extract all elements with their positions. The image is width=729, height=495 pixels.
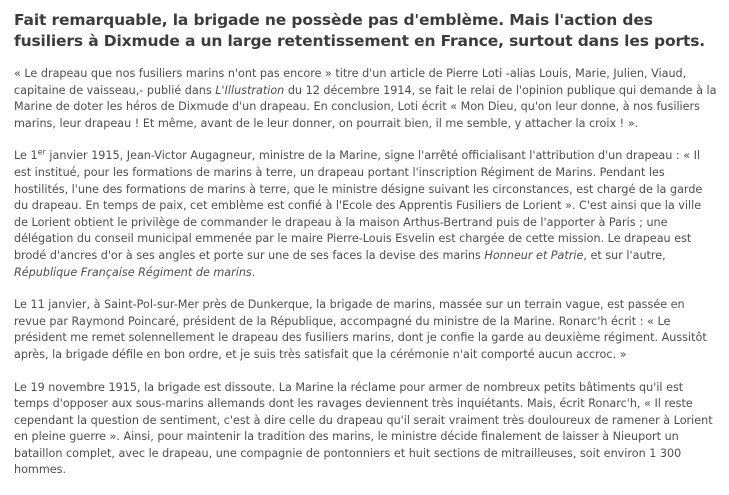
paragraph-text: Le 1: [14, 149, 38, 163]
inscription-text: République Française Régiment de marins: [14, 265, 252, 279]
ordinal-superscript: er: [37, 147, 46, 157]
paragraph-text: , et sur l'autre,: [583, 248, 666, 262]
article: [14, 10, 718, 495]
paragraph-text: du 12 décembre 1914, se fait le relai de l'opinion publique qui demande à la Marine de doter les héros de Dixmude d'un drapeau. En conclusion, Loti écrit « Mon Dieu, qu'on leur donne, à nos fusiliers marins, leur drapeau ! Et même, avant de le leur donner, on pourrait bien, il me semble, y attacher la croix ! ».: [14, 83, 717, 130]
paragraph-text: « Le drapeau que nos fusiliers marins n'ont pas encore » titre d'un article de Pierre Loti -alias Louis, Marie, Julien, Viaud, capitaine de vaisseau,- publié dans: [14, 67, 687, 97]
paragraph-dissolution: Le 19 novembre 1915, la brigade est dissoute. La Marine la réclame pour armer de nombreux petits bâtiments qu'il est temps d'opposer aux sous-marins allemands dont les ravages deviennent très inquiétants. Mais, écrit Ronarc'h, « Il reste cependant la question de sentiment, c'est à dire celle du drapeau qu'il serait vraiment très douloureux de ramener à Lorient en pleine guerre ». Ainsi, pour maintenir la tradition des marins, le ministre décide finalement de laisser à Nieuport un bataillon complet, avec le drapeau, une compagnie de pontonniers et huit sections de mitrailleuses, soit environ 1 300 hommes.: [14, 380, 713, 477]
paragraph-loti-article: [14, 66, 718, 132]
paragraph-review: Le 11 janvier, à Saint-Pol-sur-Mer près de Dunkerque, la brigade de marins, massée sur un terrain vague, est passée en revue par Raymond Poincaré, président de la République, accompagné du ministre de la Marine. Ronarc'h écrit : « Le président me remet solennellement le drapeau des fusiliers marins, dont je confie la garde au deuxième régiment. Aussitôt après, la brigade défile en bon ordre, et je suis très satisfait que la cérémonie n'ait comporté aucun accroc. »: [14, 298, 707, 361]
paragraph-text: .: [251, 265, 256, 279]
article-heading: Fait remarquable, la brigade ne possède pas d'emblème. Mais l'action des fusiliers à Dixmude a un large retentissement en France, surtout dans les ports.: [14, 11, 706, 50]
motto-text: Honneur et Patrie: [484, 248, 584, 262]
publication-title: L'Illustration: [215, 83, 285, 97]
paragraph-drapeau-decree: [14, 148, 718, 281]
paragraph-text: janvier 1915, Jean-Victor Augagneur, ministre de la Marine, signe l'arrêté officialisant l'attribution d'un drapeau : « Il est institué, pour les formations de marins à terre, un drapeau portant l'inscription Régiment de Marins. Pendant les hostilités, l'une des formations de marins à terre, que le ministre désigne suivant les circonstances, est chargé de la garde du drapeau. En temps de paix, cet emblème est confié à l'Ecole des Apprentis Fusiliers de Lorient ». C'est ainsi que la ville de Lorient obtient le privilège de commander le drapeau à la maison Arthus-Bertrand puis de l'apporter à Paris ; une délégation du conseil municipal emmenée par le maire Pierre-Louis Esvelin est chargée de cette mission. Le drapeau est brodé d'ancres d'or à ses angles et porte sur une de ses faces la devise des marins: [14, 149, 703, 262]
